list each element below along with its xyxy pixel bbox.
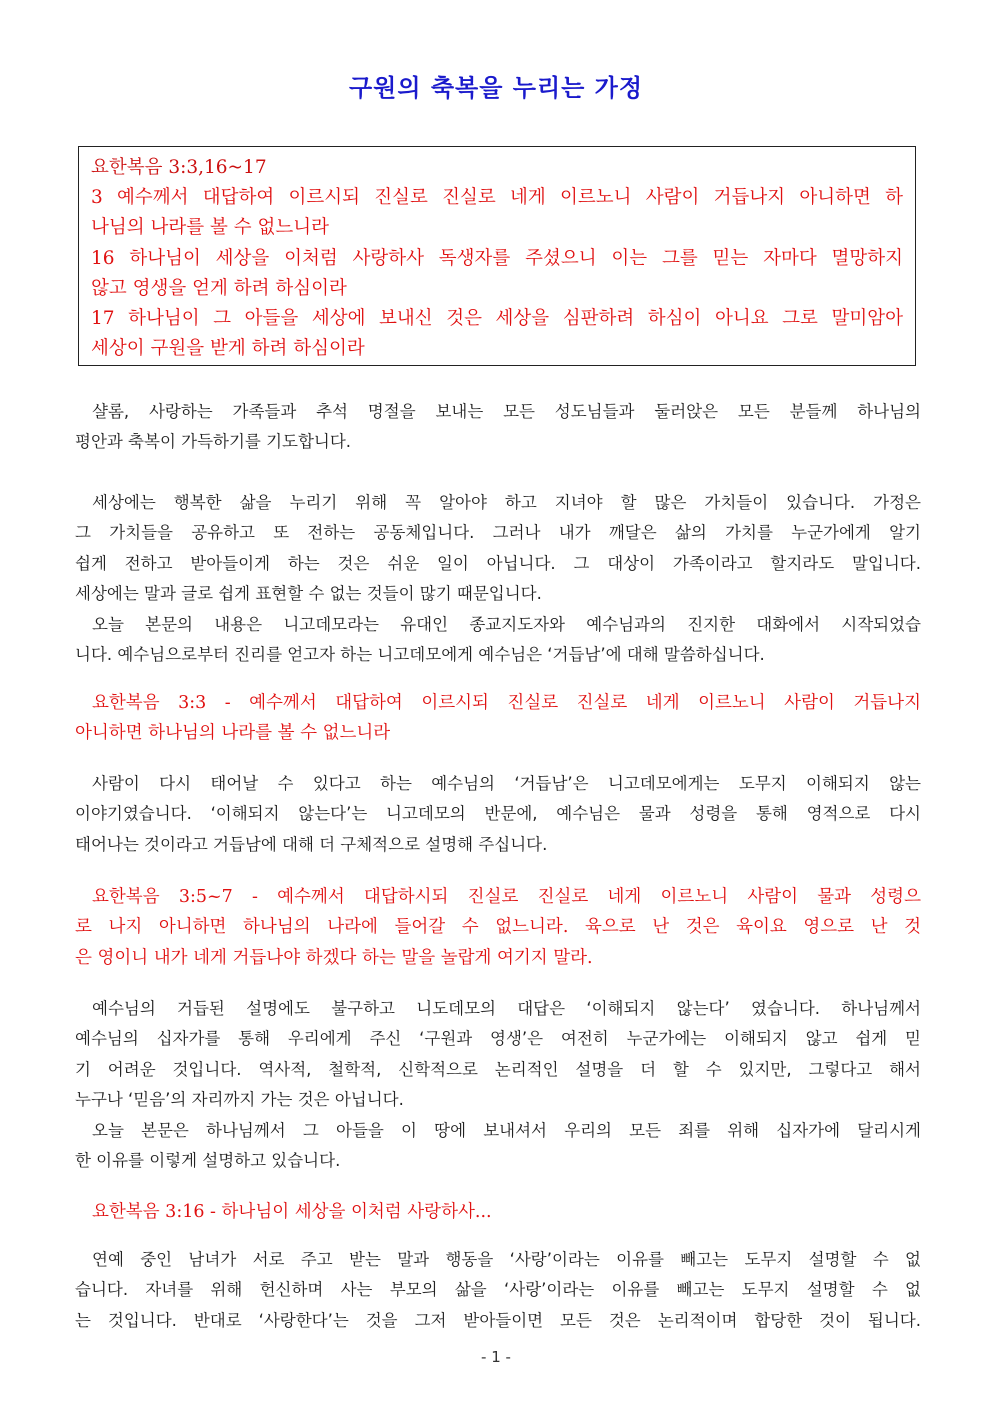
text-line: 니다. 예수님으로부터 진리를 얻고자 하는 니고데모에게 예수님은 ‘거듭남’에 대해 말씀하십니다. <box>75 645 765 665</box>
page-title: 구원의 축복을 누리는 가정 <box>348 74 644 102</box>
verse-quote-3-16 <box>75 1197 921 1227</box>
paragraph-values <box>75 488 921 610</box>
text-line: 평안과 축복이 가득하기를 기도합니다. <box>75 432 352 452</box>
verse-quote-3-3 <box>75 688 921 749</box>
text-line: 이야기였습니다. ‘이해되지 않는다’는 니고데모의 반문에, 예수님은 물과 성령을 통해 영적으로 다시 <box>75 804 921 824</box>
text-line: 는 것입니다. 반대로 ‘사랑한다’는 것을 그저 받아들이면 모든 것은 논리적이며 합당한 것이 됩니다. <box>75 1310 921 1330</box>
verse-line: 은 영이니 내가 네게 거듭나야 하겠다 하는 말을 놀랍게 여기지 말라. <box>75 947 593 968</box>
verse-line: 요한복음 3:3 - 예수께서 대답하여 이르시되 진실로 진실로 네게 이르노니 사람이 거듭나지 <box>92 693 921 713</box>
text-line: 사람이 다시 태어날 수 있다고 하는 예수님의 ‘거듭남’은 니고데모에게는 도무지 이해되지 않는 <box>92 774 921 793</box>
text-line: 세상에는 말과 글로 쉽게 표현할 수 없는 것들이 많기 때문입니다. <box>75 584 542 604</box>
verse-line: 로 나지 아니하면 하나님의 나라에 들어갈 수 없느니라. 육으로 난 것은 육이요 영으로 난 것 <box>75 917 921 938</box>
text-line: 오늘 본문은 하나님께서 그 아들을 이 땅에 보내셔서 우리의 모든 죄를 위해 십자가에 달리시게 <box>92 1121 921 1140</box>
page-number: - 1 - <box>481 1348 511 1366</box>
text-line: 샬롬, 사랑하는 가족들과 추석 명절을 보내는 모든 성도님들과 둘러앉은 모든 분들께 하나님의 <box>92 402 921 421</box>
text-line: 연예 중인 남녀가 서로 주고 받는 말과 행동을 ‘사랑’이라는 이유를 빼고는 도무지 설명할 수 없 <box>92 1250 921 1269</box>
paragraph-love <box>75 1245 921 1336</box>
verse-line: 요한복음 3:16 - 하나님이 세상을 이처럼 사랑하사... <box>92 1202 492 1222</box>
scripture-line: 나님의 나라를 볼 수 없느니라 <box>91 217 329 239</box>
paragraph-born-again <box>75 769 921 860</box>
scripture-box <box>78 146 916 366</box>
verse-quote-3-5 <box>75 882 921 973</box>
scripture-reference: 요한복음 3:3,16~17 <box>91 157 267 178</box>
paragraph-salvation <box>75 994 921 1116</box>
text-line: 누구나 ‘믿음’의 자리까지 가는 것은 아닙니다. <box>75 1090 404 1110</box>
scripture-line: 3 예수께서 대답하여 이르시되 진실로 진실로 네게 이르노니 사람이 거듭나지 아니하면 하 <box>91 187 903 209</box>
verse-line: 요한복음 3:5~7 - 예수께서 대답하시되 진실로 진실로 네게 이르노니 사람이 물과 성령으 <box>92 887 921 907</box>
text-line: 오늘 본문의 내용은 니고데모라는 유대인 종교지도자와 예수님과의 진지한 대화에서 시작되었습 <box>92 615 921 634</box>
text-line: 예수님의 십자가를 통해 우리에게 주신 ‘구원과 영생’은 여전히 누군가에는 이해되지 않고 쉽게 믿 <box>75 1029 921 1049</box>
text-line: 예수님의 거듭된 설명에도 불구하고 니도데모의 대답은 ‘이해되지 않는다’ 였습니다. 하나님께서 <box>92 999 921 1018</box>
scripture-line: 않고 영생을 얻게 하려 하심이라 <box>91 277 347 299</box>
paragraph-nicodemus <box>75 610 921 671</box>
text-line: 태어나는 것이라고 거듭남에 대해 더 구체적으로 설명해 주십니다. <box>75 834 548 854</box>
text-line: 그 가치들을 공유하고 또 전하는 공동체입니다. 그러나 내가 깨달은 삶의 가치를 누군가에게 알기 <box>75 523 921 543</box>
paragraph-greeting <box>75 397 921 458</box>
text-line: 습니다. 자녀를 위해 헌신하며 사는 부모의 삶을 ‘사랑’이라는 이유를 빼고는 도무지 설명할 수 없 <box>75 1280 921 1300</box>
text-line: 쉽게 전하고 받아들이게 하는 것은 쉬운 일이 아닙니다. 그 대상이 가족이라고 할지라도 말입니다. <box>75 553 921 573</box>
scripture-line: 16 하나님이 세상을 이처럼 사랑하사 독생자를 주셨으니 이는 그를 믿는 자마다 멸망하지 <box>91 247 903 269</box>
scripture-line: 17 하나님이 그 아들을 세상에 보내신 것은 세상을 심판하려 하심이 아니요 그로 말미암아 <box>91 308 903 330</box>
paragraph-reason <box>75 1116 921 1177</box>
text-line: 기 어려운 것입니다. 역사적, 철학적, 신학적으로 논리적인 설명을 더 할 수 있지만, 그렇다고 해서 <box>75 1059 921 1079</box>
text-line: 세상에는 행복한 삶을 누리기 위해 꼭 알아야 하고 지녀야 할 많은 가치들이 있습니다. 가정은 <box>92 493 921 512</box>
verse-line: 아니하면 하나님의 나라를 볼 수 없느니라 <box>75 723 391 744</box>
scripture-line: 세상이 구원을 받게 하려 하심이라 <box>91 338 365 360</box>
text-line: 한 이유를 이렇게 설명하고 있습니다. <box>75 1151 341 1171</box>
